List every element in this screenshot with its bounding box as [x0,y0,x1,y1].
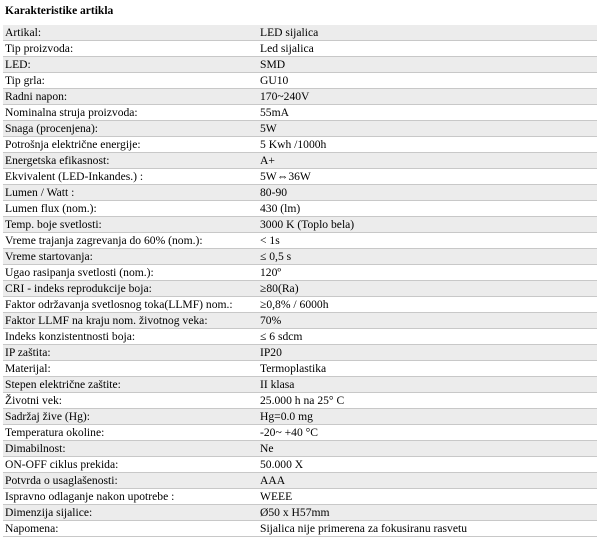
spec-value: ≥80(Ra) [255,281,597,297]
spec-row-ambient-temperature [3,425,597,441]
spec-value: Ne [255,441,597,457]
spec-row-material [3,361,597,377]
spec-row-led [3,57,597,73]
spec-label: Faktor LLMF na kraju nom. životnog veka: [3,313,255,329]
spec-label: Napomena: [3,521,255,537]
spec-label: Ekvivalent (LED-Inkandes.) : [3,169,255,185]
spec-row-dimensions [3,505,597,521]
spec-label: Lumen flux (nom.): [3,201,255,217]
spec-label: Tip grla: [3,73,255,89]
spec-row-llmf [3,297,597,313]
spec-value: 80-90 [255,185,597,201]
spec-value: 5W [255,121,597,137]
spec-label: Lumen / Watt : [3,185,255,201]
spec-value: A+ [255,153,597,169]
spec-row-product-type [3,41,597,57]
spec-value: 430 (lm) [255,201,597,217]
spec-label: Tip proizvoda: [3,41,255,57]
spec-row-conformity [3,473,597,489]
spec-value: II klasa [255,377,597,393]
spec-value: 5 Kwh /1000h [255,137,597,153]
spec-row-ip-protection [3,345,597,361]
spec-row-lumen-per-watt [3,185,597,201]
spec-row-article [3,25,597,41]
spec-label: Potrošnja električne energije: [3,137,255,153]
spec-label: Stepen električne zaštite: [3,377,255,393]
spec-label: CRI - indeks reprodukcije boja: [3,281,255,297]
spec-row-mercury-content [3,409,597,425]
spec-label: Indeks konzistentnosti boja: [3,329,255,345]
spec-row-llmf-end-of-life [3,313,597,329]
spec-value: Ø50 x H57mm [255,505,597,521]
spec-row-socket-type [3,73,597,89]
spec-value: AAA [255,473,597,489]
spec-row-dimmable [3,441,597,457]
spec-row-warmup-time [3,233,597,249]
spec-row-beam-angle [3,265,597,281]
spec-row-cri [3,281,597,297]
spec-value: Hg=0.0 mg [255,409,597,425]
spec-value: ≤ 6 sdcm [255,329,597,345]
spec-row-start-time [3,249,597,265]
spec-value: 70% [255,313,597,329]
spec-value: -20~ +40 °C [255,425,597,441]
spec-label: Temp. boje svetlosti: [3,217,255,233]
spec-label: Ugao rasipanja svetlosti (nom.): [3,265,255,281]
spec-label: Životni vek: [3,393,255,409]
spec-value: 170~240V [255,89,597,105]
spec-row-energy-consumption [3,137,597,153]
spec-row-equivalent [3,169,597,185]
spec-label: Materijal: [3,361,255,377]
spec-value: Led sijalica [255,41,597,57]
spec-value: < 1s [255,233,597,249]
spec-value: GU10 [255,73,597,89]
spec-value: 55mA [255,105,597,121]
spec-value: 25.000 h na 25° C [255,393,597,409]
spec-label: Vreme trajanja zagrevanja do 60% (nom.): [3,233,255,249]
spec-row-lumen-flux [3,201,597,217]
spec-label: Nominalna struja proizvoda: [3,105,255,121]
spec-row-power [3,121,597,137]
spec-label: Ispravno odlaganje nakon upotrebe : [3,489,255,505]
spec-label: Vreme startovanja: [3,249,255,265]
spec-label: Dimabilnost: [3,441,255,457]
spec-row-color-consistency [3,329,597,345]
spec-label: IP zaštita: [3,345,255,361]
spec-value: Sijalica nije primerena za fokusiranu rasvetu [255,521,597,537]
spec-label: ON-OFF ciklus prekida: [3,457,255,473]
spec-value: 3000 K (Toplo bela) [255,217,597,233]
spec-label: Artikal: [3,25,255,41]
spec-label: Temperatura okoline: [3,425,255,441]
spec-label: Energetska efikasnost: [3,153,255,169]
spec-value: Termoplastika [255,361,597,377]
spec-value: 50.000 X [255,457,597,473]
spec-row-energy-efficiency [3,153,597,169]
spec-value: LED sijalica [255,25,597,41]
spec-value: WEEE [255,489,597,505]
spec-row-color-temperature [3,217,597,233]
section-title: Karakteristike artikla [5,5,114,17]
spec-row-lifetime [3,393,597,409]
specs-table [3,25,597,537]
spec-row-operating-voltage [3,89,597,105]
specs-table-body [3,25,597,537]
spec-value: 120º [255,265,597,281]
spec-row-nominal-current [3,105,597,121]
spec-label: LED: [3,57,255,73]
spec-label: Radni napon: [3,89,255,105]
spec-label: Potvrda o usaglašenosti: [3,473,255,489]
spec-label: Faktor održavanja svetlosnog toka(LLMF) nom.: [3,297,255,313]
spec-row-note [3,521,597,537]
spec-label: Sadržaj žive (Hg): [3,409,255,425]
spec-value: SMD [255,57,597,73]
spec-row-on-off-cycles [3,457,597,473]
spec-row-electrical-protection [3,377,597,393]
spec-label: Snaga (procenjena): [3,121,255,137]
spec-value: IP20 [255,345,597,361]
spec-value: 5W⇔36W [255,169,597,185]
spec-value: ≥0,8% / 6000h [255,297,597,313]
spec-label: Dimenzija sijalice: [3,505,255,521]
spec-value: ≤ 0,5 s [255,249,597,265]
